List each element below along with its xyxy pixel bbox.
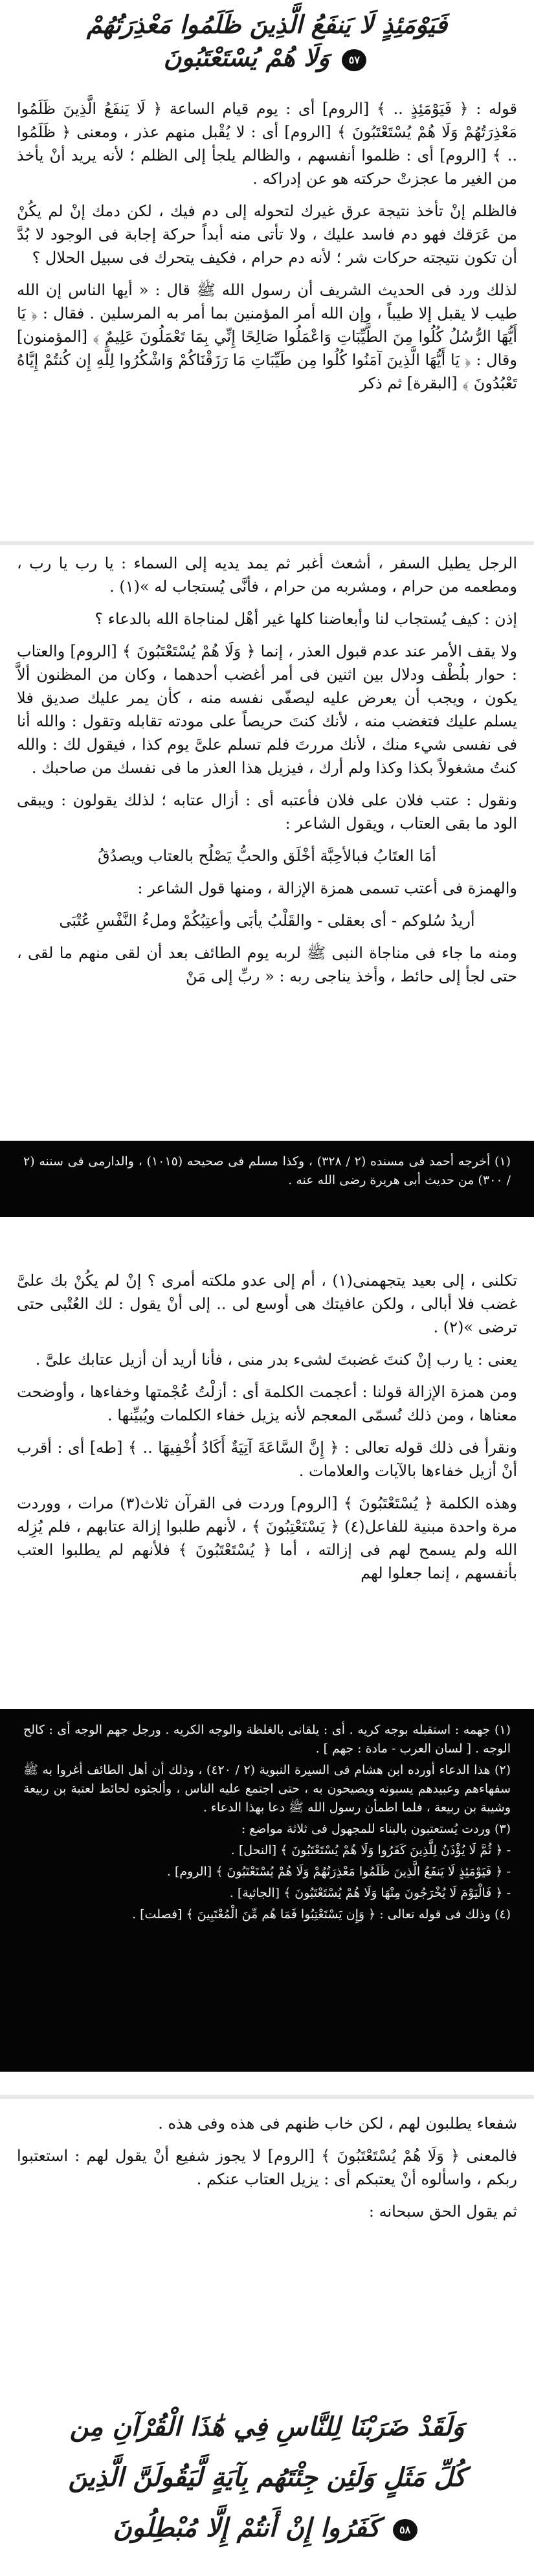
paragraph: ثم يقول الحق سبحانه : [368,2202,517,2221]
footnote-sub-item: - ﴿ فَيَوْمَئِذٍ لَا يَنفَعُ الَّذِينَ ظَلَمُوا مَعْذِرَتُهُمْ وَلَا هُمْ يُسْتَعْتَبُونَ ﴾ [الروم] . [166,1865,511,1879]
page-divider [0,2095,534,2099]
header-verse-text: وَلَا هُمْ يُسْتَعْتَبُونَ [163,43,330,73]
footnote-sub-item: - ﴿ فَالْيَوْمَ لَا يُخْرَجُونَ مِنْهَا وَلَا هُمْ يُسْتَعْتَبُونَ ﴾ [الجاثية] . [229,1886,511,1900]
footer-verse-text: كَفَرُوا إِنْ أَنتُمْ إِلَّا مُبْطِلُونَ [113,2513,380,2543]
footer-verse-line-2: كُلِّ مَثَلٍ وَلَئِن جِئْتَهُم بِآيَةٍ لَّيَقُولَنَّ الَّذِينَ [68,2462,466,2492]
footnote: (٤) وذلك فى قوله تعالى : ﴿ وَإِن يَسْتَعْتِبُوا فَمَا هُم مِّنَ الْمُعْتَبِينَ ﴾ [فصلت] . [132,1907,511,1921]
header-verse-line-2 [26,41,508,74]
poetry-verse: أمَا العتَابُ فبالأحِبَّة أخْلَق والحبُّ يَصْلُح بالعتاب ويصدُقُ [98,847,436,865]
paragraph: إذن : كيف يُستجاب لنا وأبعاضنا كلها غير أهْل لمناجاة الله بالدعاء ؟ [95,610,517,628]
footnote: (١) جهمه : استقبله بوجه كريه . أى : يلقانى بالغلظة والوجه الكريه . ورجل جهم الوجه أى : كالح الوجه . [ لسان العرب - مادة : جهم ] . [23,1723,511,1756]
footnote-panel-2 [0,1709,534,2072]
footer-verse-line-1: وَلَقَدْ ضَرَبْنَا لِلنَّاسِ فِي هَٰذَا الْقُرْآنِ مِن [69,2412,465,2442]
ayah-number-badge: ٥٨ [393,2519,417,2541]
footnote: (١) أخرجه أحمد فى مسنده (٢ / ٣٢٨) ، وكذا مسلم فى صحيحه (١٠١٥) ، والدارمى فى سننه (٢ / ٣٠٠) من حديث أبى هريرة رضى الله عنه . [23,1154,511,1187]
footnote: (٣) وردت يُستعتبون بالبناء للمجهول فى ثلاثة مواضع : [241,1822,511,1836]
footer-verse-line-3 [26,2503,508,2553]
paragraph: شفعاء يطلبون لهم ، لكن خاب ظنهم فى هذه وفى هذه . [158,2114,517,2133]
paragraph: ومنه ما جاء فى مناجاة النبى ﷺ لربه يوم الطائف بعد أن لقى منهم ما لقى ، حتى لجأ إلى حائط ، وأخذ يناجى ربه : « ربِّ إلى مَنْ [17,944,517,985]
header-verse-line-1: فَيَوْمَئِذٍ لَا يَنفَعُ الَّذِينَ ظَلَمُوا مَعْذِرَتُهُمْ [86,10,448,39]
footnote: (٢) هذا الدعاء أورده ابن هشام فى السيرة النبوية (٢ / ٤٢٠) ، وذلك أن أهل الطائف أغروا به ﷺ سفهاءهم وعبيدهم يسبونه ويصيحون به ، حتى اجتمع عليه الناس ، وألجئوه لحائط لعتبة بن ربيعة وشيبة بن ربيعة ، فلما اطمأن رسول الله ﷺ دعا بهذا الدعاء . [23,1763,511,1815]
poetry-verse: أريدُ سُلوكم - أى بعقلى - والقَلْبُ يأبَى وأعتِبُكُمْ وملءُ النَّفْسِ عُتْبَى [59,912,475,930]
header-calligraphy [26,8,508,84]
paragraph: ونقول : عتب فلان على فلان فأعتبه أى : أزال عتابه ؛ لذلك يقولون : ويبقى الود ما بقى العتاب ، ويقول الشاعر : [17,791,517,833]
paragraph: والهمزة فى أعتب تسمى همزة الإزالة ، ومنها قول الشاعر : [137,879,517,897]
footnote-sub-item: - ﴿ ثُمَّ لَا يُؤْذَنُ لِلَّذِينَ كَفَرُوا وَلَا هُمْ يُسْتَعْتَبُونَ ﴾ [النحل] . [230,1843,511,1857]
paragraph: لذلك ورد فى الحديث الشريف أن رسول الله ﷺ قال : « أيها الناس إن الله طيب لا يقبل إلا طيباً ، وإن الله أمر المؤمنين بما أمر به المرسلين . فقال : ﴿ يَا أَيُّهَا الرُّسُلُ كُلُوا مِنَ الطَّيِّبَاتِ وَاعْمَلُوا صَالِحًا إِنِّي بِمَا تَعْمَلُونَ عَلِيمٌ ﴾ [المؤمنون] وقال : ﴿ يَا أَيُّهَا الَّذِينَ آمَنُوا كُلُوا مِن طَيِّبَاتِ مَا رَزَقْنَاكُمْ وَاشْكُرُوا لِلَّهِ إِن كُنتُمْ إِيَّاهُ تَعْبُدُونَ ﴾ [البقرة] ثم ذكر [17,281,517,392]
paragraph: الرجل يطيل السفر ، أشعث أغبر ثم يمد يديه إلى السماء : يا رب يا رب ، ومطعمه من حرام ، ومشربه من حرام ، فأنَّى يُستجاب له »(١) . [17,554,517,596]
paragraph: فالمعنى ﴿ وَلَا هُمْ يُسْتَعْتَبُونَ ﴾ [الروم] لا يجوز شفيع أنْ يقول لهم : استعتبوا ربكم ، واسألوه أنْ يعتبكم أى : يزيل العتاب عنكم . [17,2147,517,2188]
paragraph: ولا يقف الأمر عند عدم قبول العذر ، إنما ﴿ وَلَا هُمْ يُسْتَعْتَبُونَ ﴾ [الروم] والعتاب : حوار بلُطْف ودلال بين اثنين فى أمر أغضب أحدهما ، وكان من المظنون ألاَّ يكون ، ويجب أن يعرض عليه ليصفّى نفسه منه ، كأن يمر عليك صديق فلا يسلم عليك فتغضب منه ، لأنك كنتَ حريصاً على مودته تقابله وتقول : والله أنا فى نفسى شيء منك ، لأنك مررتَ فلم تسلم علىَّ يوم كذا ، فيقول لك : والله كنتُ مشغولاً بكذا وكذا ولم أرك ، فيزيل هذا العذر ما فى نفسك من صاحبك . [17,642,517,777]
commentary-block-3 [17,1269,517,1594]
paragraph: ومن همزة الإزالة قولنا : أعجمت الكلمة أى : أزلْتُ عُجْمتها وخفاءها ، وأوضحت معناها ، ومن ذلك نُسمّى المعجم لأنه يزيل خفاء الكلمات ويُبيِّنها . [17,1383,517,1424]
paragraph: ونقرأ فى ذلك قوله تعالى : ﴿ إِنَّ السَّاعَةَ آتِيَةٌ أَكَادُ أُخْفِيهَا .. ﴾ [طه] أى : أقرب أنْ أزيل خفاءها بالآيات والعلامات . [17,1439,517,1480]
commentary-block-1 [17,97,517,404]
ayah-number-badge: ٥٧ [342,49,366,71]
commentary-block-2 [17,552,517,997]
paragraph: وهذه الكلمة ﴿ يُسْتَعْتَبُونَ ﴾ [الروم] وردت فى القرآن ثلاث(٣) مرات ، ووردت مرة واحدة مبنية للفاعل(٤) ﴿ يَسْتَعْتِبُونَ ﴾ ، لأنهم طلبوا إزالة عتابهم ، فلم يُزِله الله ولم يسمح لهم فى إزالته ، أما ﴿ يُسْتَعْتَبُونَ ﴾ فلأنهم لم يطلبوا العتب بأنفسهم ، إنما جعلوا لهم [17,1494,518,1582]
footer-calligraphy [26,2402,508,2564]
paragraph: يعنى : يا رب إنْ كنتَ غضبتَ لشىء بدر منى ، فأنا أريد أن أزيل عتابك علىَّ . [35,1350,517,1369]
commentary-block-4 [17,2112,517,2232]
paragraph: قوله : ﴿ فَيَوْمَئِذٍ .. ﴾ [الروم] أى : يوم قيام الساعة ﴿ لَا يَنفَعُ الَّذِينَ ظَلَمُوا مَعْذِرَتُهُمْ وَلَا هُمْ يُسْتَعْتَبُونَ ﴾ [الروم] أى : لا يُقْبل منهم عذر ، ومعنى ﴿ ظَلَمُوا .. ﴾ [الروم] أى : ظلموا أنفسهم ، والظالم يلجأ إلى الظلم ؛ لأنه يريد أنْ يأخذ من الغير ما عجزتْ حركته هو عن إدراكه . [17,100,517,188]
footnote-panel-1 [0,1141,534,1217]
page-divider [0,541,534,545]
paragraph: تكلنى ، إلى بعيد يتجهمنى(١) ، أم إلى عدو ملكته أمرى ؟ إنْ لم يكُنْ بك علىَّ غضب فلا أبالى ، ولكن عافيتك هى أوسع لى .. إلى أنْ يقول : لك العُتْبى حتى ترضى »(٢) . [17,1271,517,1336]
paragraph: فالظلم إنْ تأخذ نتيجة عرق غيرك لتحوله إلى دم فيك ، لكن دمك إنْ لم يكُنْ من عَرَقك فهو دم فاسد عليك ، ولا تأتى منه أبداً حركة إجابة فى الوجود لا بُدَّ أن تكون نتيجته حركات شر ؛ لأنه دم حرام ، فكيف يتحرك فى سبيل الحلال ؟ [17,202,517,267]
